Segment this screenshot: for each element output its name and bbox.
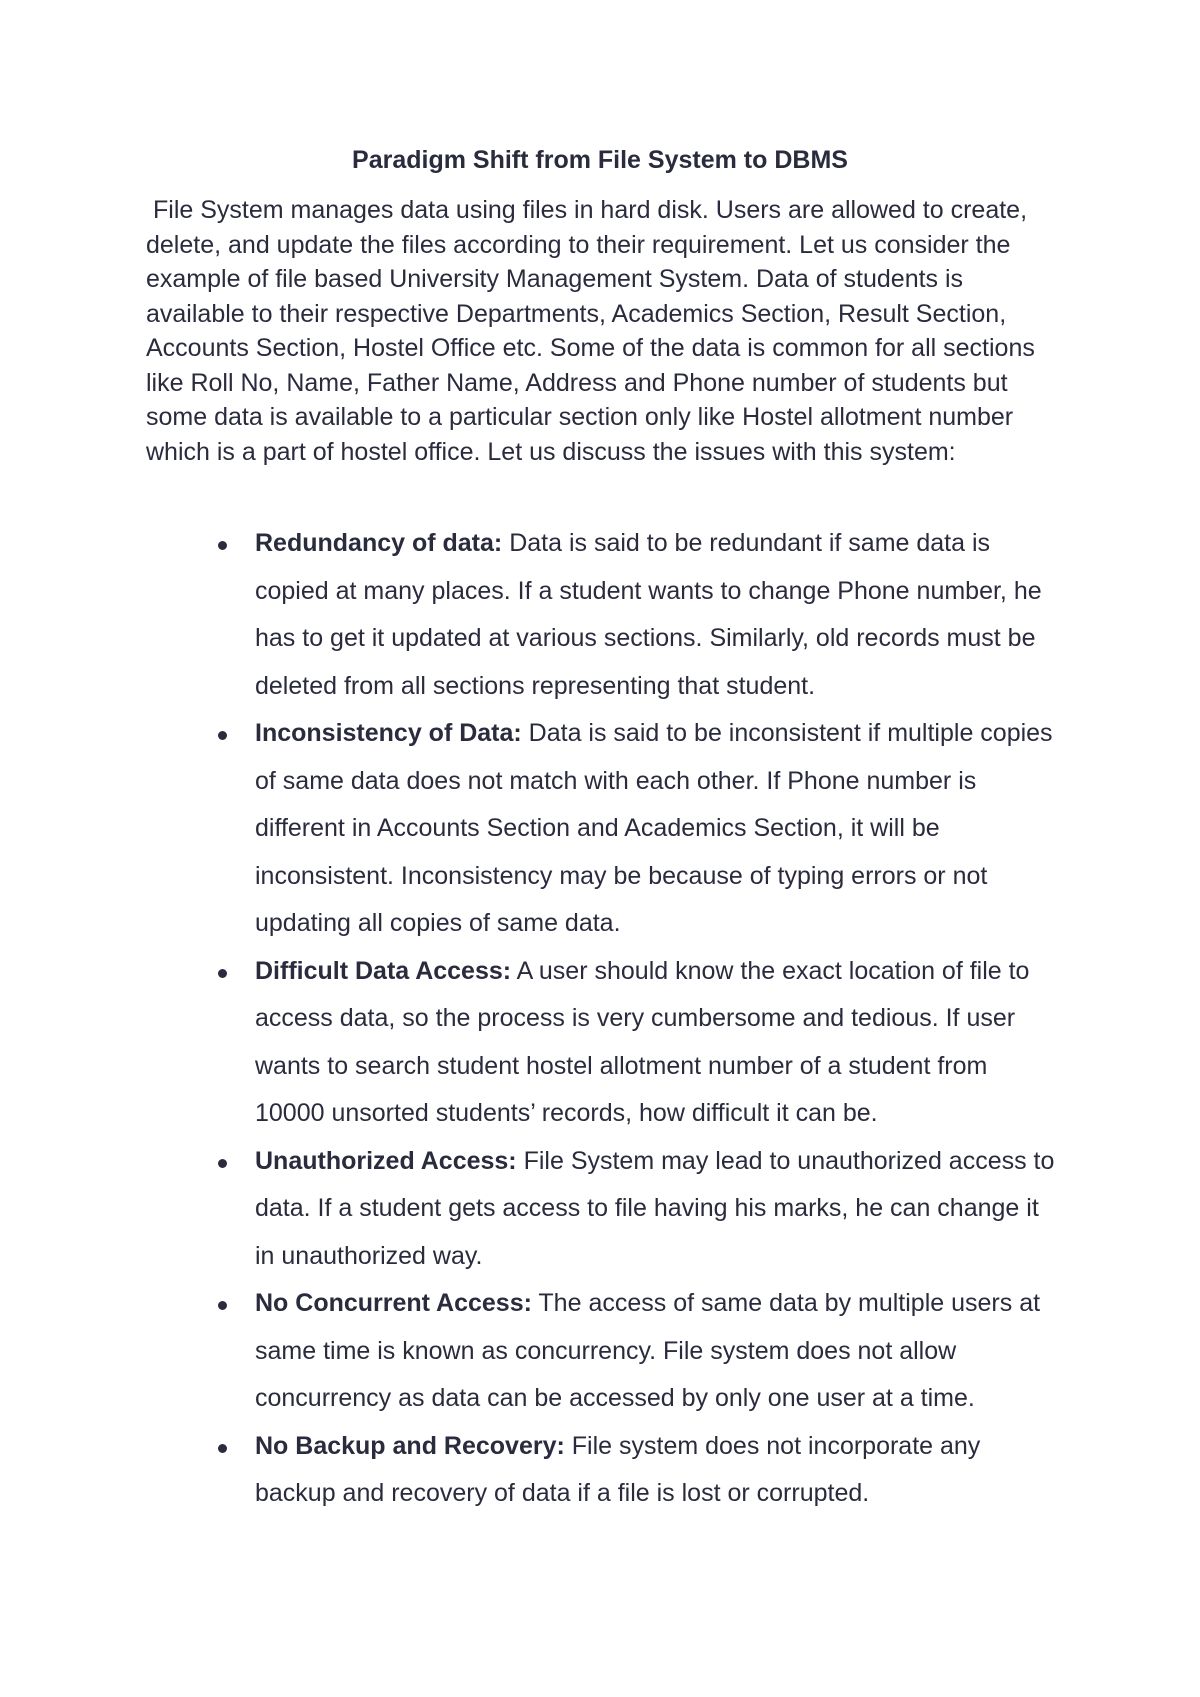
- issue-term: No Backup and Recovery:: [255, 1431, 565, 1460]
- bullet-icon: [218, 731, 227, 740]
- issue-term: Inconsistency of Data:: [255, 719, 522, 747]
- issues-list: [0, 520, 1200, 1518]
- issue-term: Unauthorized Access:: [255, 1146, 517, 1175]
- issue-text: Data is said to be inconsistent if multiple copies of same data does not match with each other. If Phone number is different in Accounts Section and Academics Section, it will be inconsistent. Inconsistency may be because of typing errors or not updating all copies of same data.: [255, 719, 1053, 937]
- bullet-icon: [218, 1301, 227, 1310]
- issue-text: File system does not incorporate any backup and recovery of data if a file is lost or corrupted.: [255, 1431, 981, 1507]
- issue-term: Redundancy of data:: [255, 529, 503, 557]
- issue-term: Difficult Data Access:: [255, 956, 512, 985]
- bullet-icon: [218, 1159, 227, 1168]
- page-title: Paradigm Shift from File System to DBMS: [352, 146, 848, 174]
- list-item: [0, 520, 1200, 710]
- issue-text: File System may lead to unauthorized access to data. If a student gets access to file having his marks, he can change it in unauthorized way.: [255, 1146, 1055, 1270]
- list-item: [0, 1280, 1200, 1423]
- bullet-icon: [218, 969, 227, 978]
- intro-paragraph: File System manages data using files in hard disk. Users are allowed to create, delete, and update the files according to their requirement. Let us consider the example of file based University Management System. Data of students is available to their respective Departments, Academics Section, Result Section, Accounts Section, Hostel Office etc. Some of the data is common for all sections like Roll No, Name, Father Name, Address and Phone number of students but some data is available to a particular section only like Hostel allotment number which is a part of hostel office. Let us discuss the issues with this system:: [146, 196, 1035, 466]
- issue-text: A user should know the exact location of file to access data, so the process is very cumbersome and tedious. If user wants to search student hostel allotment number of a student from 10000 unsorted students’ records, how difficult it can be.: [255, 956, 1030, 1127]
- issue-text: The access of same data by multiple users at same time is known as concurrency. File system does not allow concurrency as data can be accessed by only one user at a time.: [255, 1289, 1041, 1412]
- issue-term: No Concurrent Access:: [255, 1289, 532, 1317]
- list-item: [0, 948, 1200, 1138]
- issue-text: Data is said to be redundant if same data is copied at many places. If a student wants to change Phone number, he has to get it updated at various sections. Similarly, old records must be deleted from all sections representing that student.: [255, 529, 1042, 700]
- list-item: [0, 1138, 1200, 1281]
- list-item: [0, 1423, 1200, 1518]
- list-item: [0, 710, 1200, 948]
- bullet-icon: [218, 1444, 227, 1453]
- bullet-icon: [218, 541, 227, 550]
